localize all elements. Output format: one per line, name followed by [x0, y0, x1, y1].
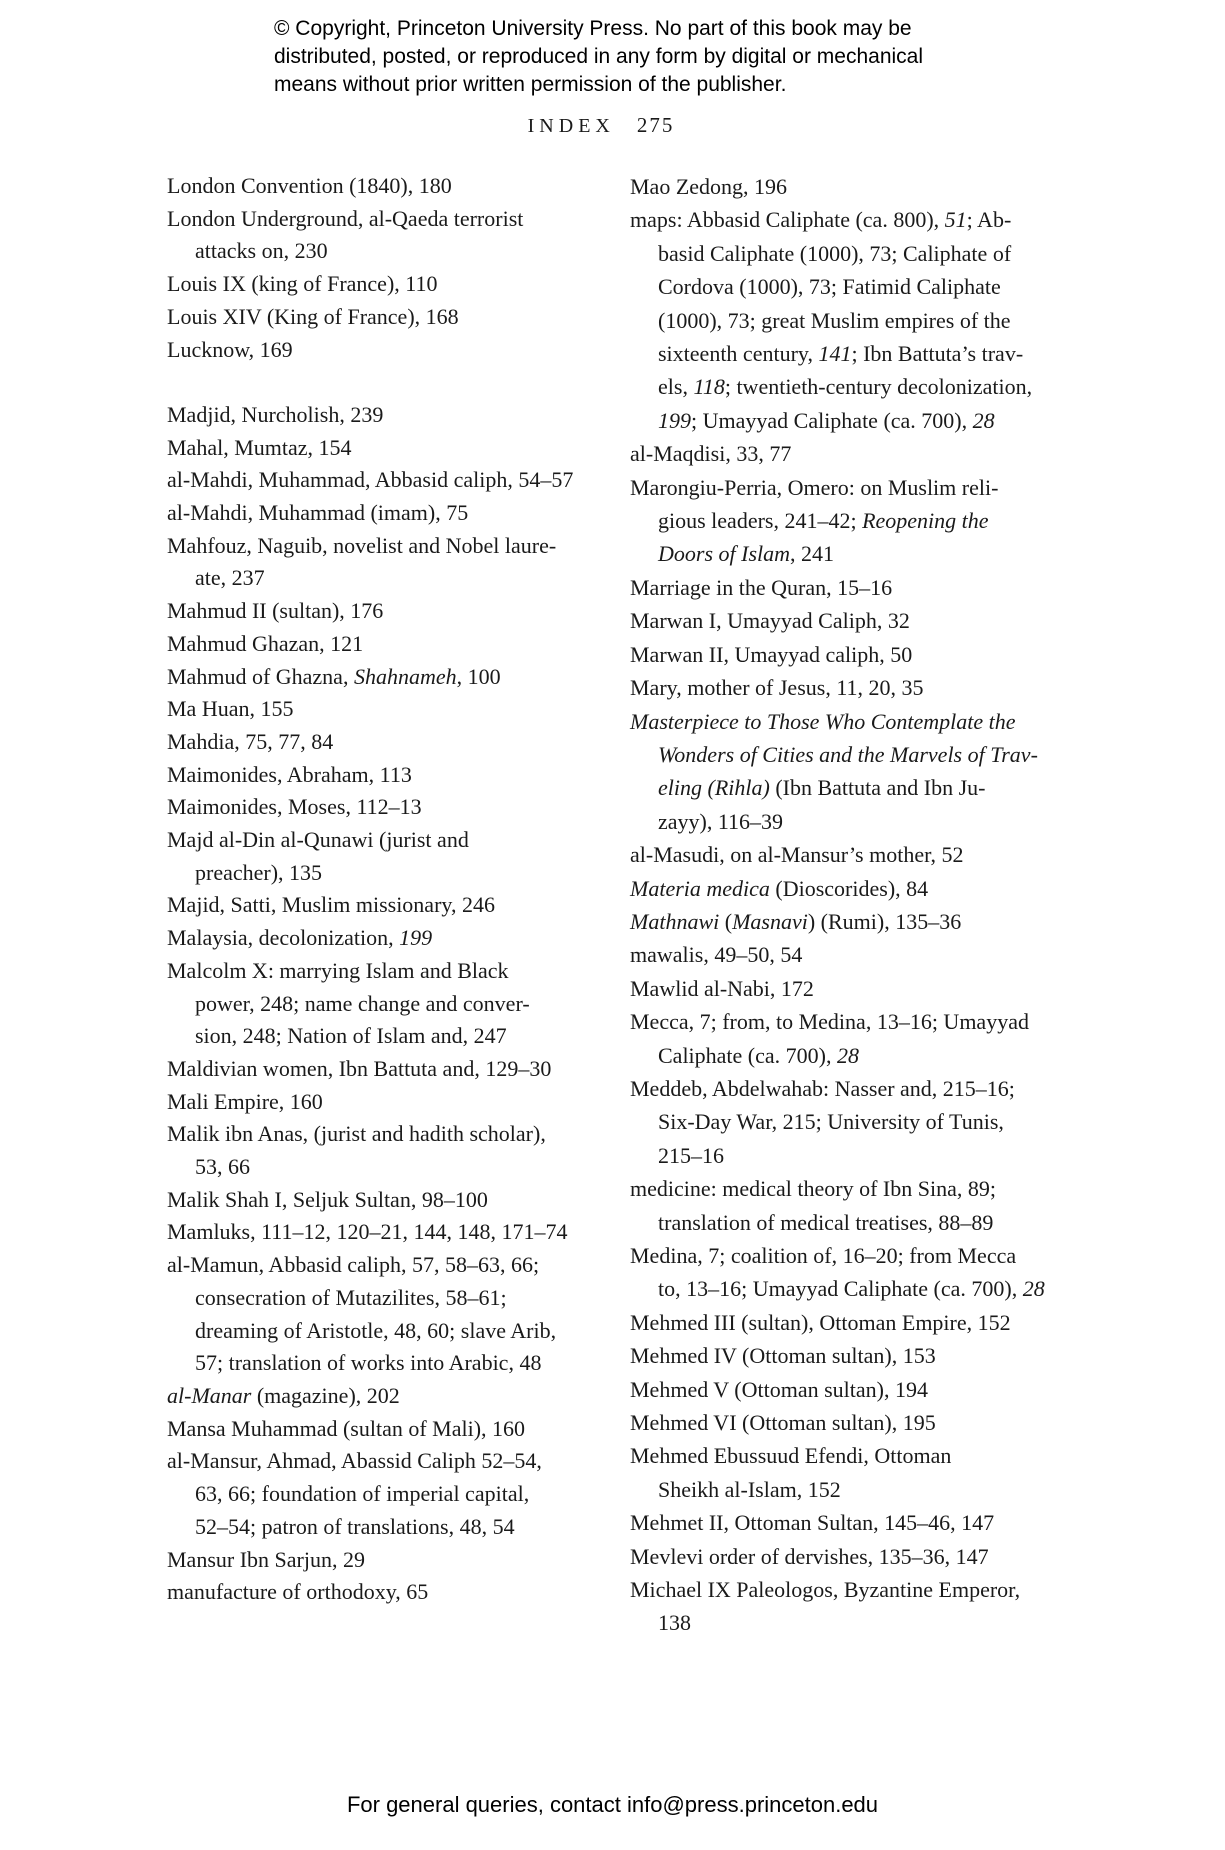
- index-line: [167, 1282, 637, 1315]
- index-entry: [630, 872, 1100, 905]
- index-text: (Dioscorides), 84: [769, 875, 929, 901]
- index-entry: [167, 1216, 637, 1249]
- index-line: [167, 334, 637, 367]
- index-text: Ma Huan, 155: [167, 696, 294, 722]
- index-text: Meddeb, Abdelwahab: Nasser and, 215–16;: [630, 1075, 1015, 1101]
- index-text: gious leaders, 241–42;: [658, 508, 863, 534]
- index-text: Mehmet II, Ottoman Sultan, 145–46, 147: [630, 1510, 995, 1536]
- index-text: al-Mahdi, Muhammad, Abbasid caliph, 54–57: [167, 467, 574, 493]
- index-entry: [167, 432, 637, 465]
- index-heading: INDEX: [527, 115, 615, 137]
- index-text-italic: 141: [818, 341, 852, 367]
- index-line: [167, 824, 637, 857]
- index-text: al-Mansur, Ahmad, Abassid Caliph 52–54,: [167, 1448, 542, 1474]
- index-line: [167, 1315, 637, 1348]
- index-line: [630, 170, 1100, 203]
- index-text-italic: 199: [399, 925, 433, 951]
- index-line: [630, 1206, 1100, 1239]
- index-text: power, 248; name change and conver-: [195, 990, 530, 1016]
- index-entry: [630, 705, 1100, 839]
- index-text: Mehmed V (Ottoman sultan), 194: [630, 1376, 928, 1402]
- index-line: [630, 1105, 1100, 1138]
- index-text: Mansa Muhammad (sultan of Mali), 160: [167, 1415, 526, 1441]
- index-line: [167, 497, 637, 530]
- index-line: [167, 1216, 637, 1249]
- index-text: Mahmud of Ghazna,: [167, 663, 354, 689]
- index-text: Marongiu-Perria, Omero: on Muslim reli-: [630, 474, 999, 500]
- index-entry: [167, 1184, 637, 1217]
- index-text: Lucknow, 169: [167, 336, 293, 362]
- index-text: (1000), 73; great Muslim empires of the: [658, 307, 1011, 333]
- index-line: [167, 889, 637, 922]
- index-line: [167, 988, 637, 1021]
- index-entry: [630, 437, 1100, 470]
- index-line: [167, 726, 637, 759]
- index-text: Maldivian women, Ibn Battuta and, 129–30: [167, 1055, 552, 1081]
- index-entry: [167, 922, 637, 955]
- index-text: Mahfouz, Naguib, novelist and Nobel laure-: [167, 532, 557, 558]
- index-line: [630, 1339, 1100, 1372]
- index-text: Mali Empire, 160: [167, 1088, 323, 1114]
- index-entry: [630, 170, 1100, 203]
- index-text: London Convention (1840), 180: [167, 173, 452, 198]
- index-line: [167, 464, 637, 497]
- index-entry: [630, 1506, 1100, 1539]
- index-entry: [167, 661, 637, 694]
- index-text: Malcolm X: marrying Islam and Black: [167, 957, 509, 983]
- index-entry: [630, 1339, 1100, 1372]
- index-column-right: [630, 170, 1100, 1640]
- index-text: (: [719, 908, 733, 934]
- index-line: [630, 905, 1100, 938]
- index-text: basid Caliphate (1000), 73; Caliphate of: [658, 240, 1012, 266]
- index-text: consecration of Mutazilites, 58–61;: [195, 1284, 507, 1310]
- index-text-italic: eling (Rihla): [658, 775, 770, 801]
- index-entry: [167, 824, 637, 889]
- index-text-italic: Mathnawi: [630, 908, 720, 934]
- index-entry: [630, 604, 1100, 637]
- index-text: , 241: [790, 541, 835, 567]
- copyright-line-2: distributed, posted, or reproduced in any form by digital or mechanical: [274, 45, 924, 68]
- index-line: [630, 270, 1100, 303]
- index-entry: [167, 1053, 637, 1086]
- index-line: [630, 304, 1100, 337]
- index-entry: [630, 671, 1100, 704]
- index-line: [630, 1540, 1100, 1573]
- index-text: sion, 248; Nation of Islam and, 247: [195, 1023, 507, 1049]
- index-text: Mahal, Mumtaz, 154: [167, 434, 352, 460]
- index-line: [630, 370, 1100, 403]
- index-text: manufacture of orthodoxy, 65: [167, 1579, 429, 1605]
- index-line: [630, 1005, 1100, 1038]
- index-line: [167, 661, 637, 694]
- index-entry: [630, 1439, 1100, 1506]
- index-line: [630, 404, 1100, 437]
- index-entry: [167, 693, 637, 726]
- index-entry: [167, 170, 637, 203]
- index-line: [630, 437, 1100, 470]
- index-line: [167, 1151, 637, 1184]
- index-entry: [630, 1373, 1100, 1406]
- index-entry: [167, 955, 637, 1053]
- index-text: Marwan II, Umayyad caliph, 50: [630, 641, 913, 667]
- index-line: [630, 1573, 1100, 1606]
- index-column-left: [167, 170, 637, 1609]
- index-line: [167, 759, 637, 792]
- index-text: sixteenth century,: [658, 341, 819, 367]
- index-text-italic: 118: [693, 374, 725, 400]
- index-line: [630, 838, 1100, 871]
- index-line: [630, 1439, 1100, 1472]
- index-entry: [630, 1072, 1100, 1172]
- index-entry: [167, 889, 637, 922]
- index-entry: [167, 268, 637, 301]
- index-line: [630, 938, 1100, 971]
- index-line: [167, 628, 637, 661]
- page-header: [0, 113, 1202, 138]
- index-line: [630, 571, 1100, 604]
- index-entry: [167, 595, 637, 628]
- index-line: [630, 705, 1100, 738]
- index-text: ; Umayyad Caliphate (ca. 700),: [691, 407, 973, 433]
- index-text: attacks on, 230: [195, 238, 328, 264]
- index-text: mawalis, 49–50, 54: [630, 942, 803, 968]
- index-text: ; twentieth-century decolonization,: [724, 374, 1033, 400]
- index-line: [167, 693, 637, 726]
- index-line: [167, 235, 637, 268]
- page-number: 275: [636, 113, 675, 137]
- index-line: [630, 471, 1100, 504]
- index-entry: [167, 334, 637, 367]
- index-line: [630, 1373, 1100, 1406]
- index-text: Mevlevi order of dervishes, 135–36, 147: [630, 1543, 989, 1569]
- index-entry: [630, 972, 1100, 1005]
- index-line: [167, 1053, 637, 1086]
- index-text: Louis XIV (King of France), 168: [167, 303, 459, 329]
- index-line: [167, 1445, 637, 1478]
- index-entry: [630, 838, 1100, 871]
- index-line: [630, 1606, 1100, 1639]
- index-text: maps: Abbasid Caliphate (ca. 800),: [630, 207, 945, 233]
- index-text: Mahmud Ghazan, 121: [167, 630, 364, 656]
- index-entry: [167, 628, 637, 661]
- index-line: [167, 170, 637, 203]
- index-line: [630, 337, 1100, 370]
- index-text: medicine: medical theory of Ibn Sina, 89;: [630, 1176, 996, 1202]
- index-text-italic: 51: [944, 207, 967, 233]
- index-line: [167, 203, 637, 236]
- index-line: [167, 1249, 637, 1282]
- index-text: Louis IX (king of France), 110: [167, 271, 438, 297]
- index-line: [167, 1347, 637, 1380]
- index-entry: [167, 1544, 637, 1577]
- index-entry: [167, 1249, 637, 1380]
- index-text-italic: 28: [1022, 1276, 1045, 1302]
- index-text: els,: [658, 374, 694, 400]
- index-line: [167, 301, 637, 334]
- index-text-italic: Masnavi: [732, 908, 808, 934]
- index-text: Mehmed Ebussuud Efendi, Ottoman: [630, 1443, 952, 1469]
- index-entry: [167, 1413, 637, 1446]
- index-line: [630, 1306, 1100, 1339]
- index-entry: [167, 399, 637, 432]
- index-text: Mehmed VI (Ottoman sultan), 195: [630, 1410, 936, 1436]
- index-text: Maimonides, Abraham, 113: [167, 761, 412, 787]
- index-text: Mawlid al-Nabi, 172: [630, 975, 814, 1001]
- index-text: London Underground, al-Qaeda terrorist: [167, 205, 524, 231]
- index-entry: [167, 1576, 637, 1609]
- index-text: Malik Shah I, Seljuk Sultan, 98–100: [167, 1186, 488, 1212]
- index-entry: [167, 791, 637, 824]
- index-text: Mansur Ibn Sarjun, 29: [167, 1546, 365, 1572]
- copyright-line-3: means without prior written permission of the publisher.: [274, 73, 787, 96]
- index-text: (Ibn Battuta and Ibn Ju-: [769, 775, 986, 801]
- index-text: Medina, 7; coalition of, 16–20; from Mecca: [630, 1243, 1017, 1268]
- index-text: Michael IX Paleologos, Byzantine Emperor,: [630, 1577, 1021, 1603]
- index-text: 138: [658, 1610, 691, 1636]
- index-line: [167, 1478, 637, 1511]
- index-text: ; Ab-: [966, 207, 1012, 233]
- index-entry: [630, 471, 1100, 571]
- index-text: Mehmed IV (Ottoman sultan), 153: [630, 1343, 936, 1369]
- index-line: [167, 1511, 637, 1544]
- index-text: al-Masudi, on al-Mansur’s mother, 52: [630, 842, 964, 868]
- index-text: Cordova (1000), 73; Fatimid Caliphate: [658, 274, 1001, 300]
- index-text-italic: Masterpiece to Those Who Contemplate the: [630, 708, 1016, 734]
- index-text: Sheikh al-Islam, 152: [658, 1476, 841, 1502]
- index-text-italic: Doors of Islam: [658, 541, 791, 567]
- index-entry: [167, 301, 637, 334]
- index-line: [630, 1039, 1100, 1072]
- index-text: Malaysia, decolonization,: [167, 925, 400, 951]
- index-line: [167, 432, 637, 465]
- index-line: [630, 203, 1100, 236]
- index-entry: [630, 1540, 1100, 1573]
- index-line: [167, 857, 637, 890]
- index-text: Majid, Satti, Muslim missionary, 246: [167, 892, 495, 918]
- copyright-notice: [274, 15, 923, 99]
- index-line: [167, 595, 637, 628]
- index-text: translation of medical treatises, 88–89: [658, 1209, 994, 1235]
- index-text: ) (Rumi), 135–36: [807, 908, 962, 934]
- index-text: 57; translation of works into Arabic, 48: [195, 1350, 542, 1376]
- index-entry: [630, 638, 1100, 671]
- index-line: [167, 1413, 637, 1446]
- index-line: [167, 955, 637, 988]
- index-text-italic: 28: [837, 1042, 859, 1068]
- index-text: Caliphate (ca. 700),: [658, 1042, 837, 1068]
- index-line: [167, 922, 637, 955]
- index-entry: [167, 464, 637, 497]
- index-entry: [167, 497, 637, 530]
- index-entry: [630, 1005, 1100, 1072]
- index-text: , 100: [456, 663, 501, 689]
- index-line: [167, 1118, 637, 1151]
- index-line: [630, 972, 1100, 1005]
- index-text: Six-Day War, 215; University of Tunis,: [658, 1109, 1004, 1135]
- footer-contact: [0, 1792, 1225, 1818]
- index-line: [167, 268, 637, 301]
- index-text: Majd al-Din al-Qunawi (jurist and: [167, 827, 469, 853]
- index-line: [630, 1139, 1100, 1172]
- index-text: Mao Zedong, 196: [630, 174, 788, 199]
- index-text: Malik ibn Anas, (jurist and hadith scholar),: [167, 1121, 546, 1147]
- index-entry: [630, 1573, 1100, 1640]
- index-line: [630, 537, 1100, 570]
- index-text: (magazine), 202: [251, 1383, 400, 1408]
- index-line: [167, 1380, 637, 1413]
- index-line: [630, 638, 1100, 671]
- index-line: [630, 1406, 1100, 1439]
- index-text: al-Mamun, Abbasid caliph, 57, 58–63, 66;: [167, 1252, 540, 1278]
- index-text-italic: 28: [972, 407, 995, 433]
- index-text: 63, 66; foundation of imperial capital,: [195, 1481, 530, 1507]
- index-entry: [630, 1239, 1100, 1306]
- index-entry: [167, 1380, 637, 1413]
- index-entry: [630, 1406, 1100, 1439]
- index-entry: [630, 905, 1100, 938]
- index-text: to, 13–16; Umayyad Caliphate (ca. 700),: [658, 1276, 1023, 1302]
- index-text: ; Ibn Battuta’s trav-: [851, 341, 1024, 367]
- index-line: [630, 671, 1100, 704]
- index-line: [630, 1072, 1100, 1105]
- index-text-italic: Wonders of Cities and the Marvels of Trav-: [658, 741, 1038, 767]
- footer-text: For general queries, contact info@press.princeton.edu: [346, 1792, 879, 1817]
- index-entry: [167, 1445, 637, 1543]
- index-line: [167, 1020, 637, 1053]
- index-text: zayy), 116–39: [658, 808, 784, 834]
- index-entry: [167, 1118, 637, 1183]
- index-line: [630, 1506, 1100, 1539]
- index-text: Mecca, 7; from, to Medina, 13–16; Umayyad: [630, 1009, 1029, 1035]
- index-entry: [167, 726, 637, 759]
- index-text: al-Maqdisi, 33, 77: [630, 441, 792, 467]
- index-text: Mahdia, 75, 77, 84: [167, 728, 334, 754]
- index-line: [167, 530, 637, 563]
- index-entry: [167, 1086, 637, 1119]
- index-text: 52–54; patron of translations, 48, 54: [195, 1513, 515, 1539]
- index-text: preacher), 135: [195, 859, 323, 885]
- index-line: [630, 1239, 1100, 1272]
- index-entry: [167, 759, 637, 792]
- index-text: Mary, mother of Jesus, 11, 20, 35: [630, 675, 924, 701]
- index-text: 215–16: [658, 1142, 724, 1168]
- index-line: [630, 1473, 1100, 1506]
- index-line: [167, 1184, 637, 1217]
- index-text: Mamluks, 111–12, 120–21, 144, 148, 171–74: [167, 1219, 568, 1245]
- index-line: [630, 1272, 1100, 1305]
- copyright-line-1: © Copyright, Princeton University Press. No part of this book may be: [274, 17, 912, 40]
- index-line: [630, 771, 1100, 804]
- index-entry: [630, 1172, 1100, 1239]
- index-line: [167, 791, 637, 824]
- index-line: [630, 504, 1100, 537]
- index-text-italic: Reopening the: [862, 508, 989, 534]
- index-line: [630, 805, 1100, 838]
- index-text-italic: al-Manar: [167, 1383, 252, 1408]
- index-text-italic: Materia medica: [630, 875, 770, 901]
- index-text: ate, 237: [195, 565, 265, 591]
- index-line: [630, 237, 1100, 270]
- index-text: Mahmud II (sultan), 176: [167, 598, 384, 624]
- index-text: 53, 66: [195, 1154, 250, 1180]
- index-text-italic: Shahnameh: [353, 663, 457, 689]
- index-text: Marriage in the Quran, 15–16: [630, 574, 893, 600]
- index-text: Marwan I, Umayyad Caliph, 32: [630, 608, 910, 634]
- index-line: [630, 1172, 1100, 1205]
- index-entry: [167, 530, 637, 595]
- index-text: Madjid, Nurcholish, 239: [167, 401, 384, 427]
- index-text: al-Mahdi, Muhammad (imam), 75: [167, 500, 469, 526]
- index-line: [167, 1544, 637, 1577]
- index-line: [167, 1576, 637, 1609]
- index-entry: [630, 203, 1100, 437]
- index-line: [167, 399, 637, 432]
- index-entry: [630, 571, 1100, 604]
- index-text: dreaming of Aristotle, 48, 60; slave Arib,: [195, 1317, 557, 1343]
- index-line: [630, 604, 1100, 637]
- index-line: [630, 872, 1100, 905]
- index-text: Mehmed III (sultan), Ottoman Empire, 152: [630, 1309, 1011, 1335]
- index-line: [630, 738, 1100, 771]
- index-line: [167, 562, 637, 595]
- index-line: [167, 1086, 637, 1119]
- index-entry: [167, 203, 637, 268]
- index-text-italic: 199: [658, 407, 691, 433]
- index-entry: [630, 938, 1100, 971]
- index-entry: [630, 1306, 1100, 1339]
- index-text: Maimonides, Moses, 112–13: [167, 794, 422, 820]
